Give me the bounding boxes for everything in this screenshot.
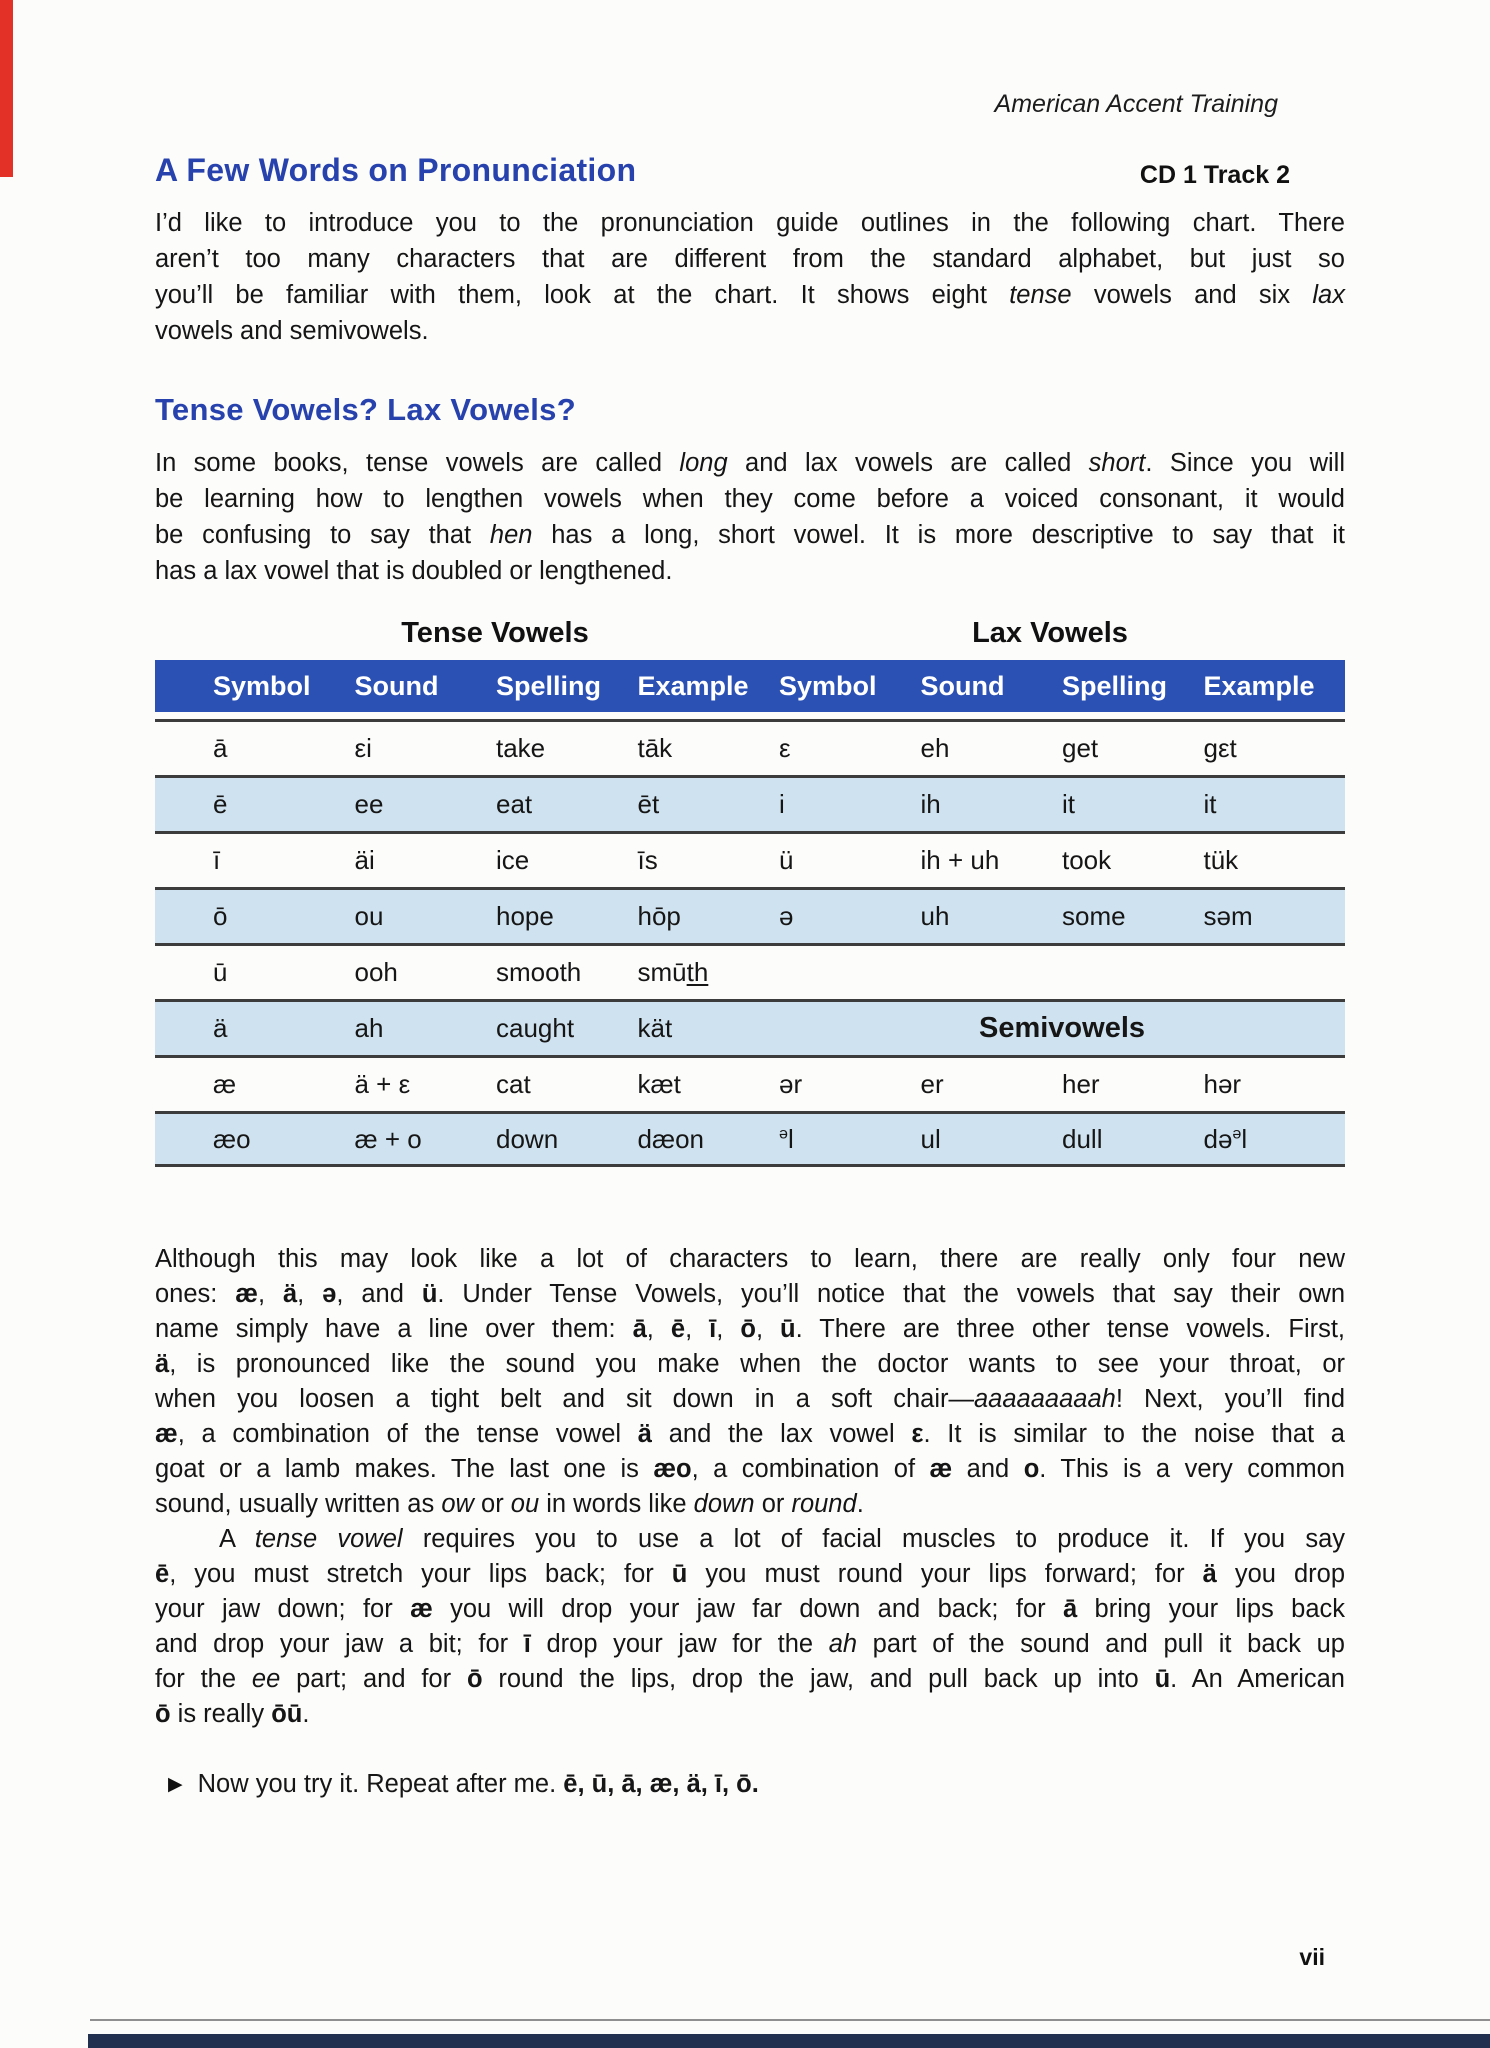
text-segment: has a long, short vowel. It is more descriptive to say that it — [532, 521, 1345, 549]
text-line — [155, 1452, 1345, 1487]
column-header-symbol: Symbol — [213, 670, 311, 701]
text-segment: ōū — [271, 1700, 303, 1728]
text-line — [155, 481, 1345, 517]
text-segment: , a combination of the tense vowel — [177, 1420, 638, 1448]
text-segment: ä — [155, 1350, 170, 1378]
page-edge-red-stripe — [0, 0, 13, 177]
text-segment: ē — [670, 1315, 686, 1343]
text-line — [155, 445, 1345, 481]
table-cell: uh — [920, 901, 950, 931]
table-cell: εi — [354, 733, 372, 763]
table-cell: kæt — [637, 1069, 681, 1099]
text-segment: or — [473, 1490, 511, 1518]
text-segment: æo — [653, 1455, 692, 1483]
footer-rule — [90, 2019, 1490, 2021]
text-segment: , — [685, 1315, 710, 1343]
text-segment: you’ll be familiar with them, look at the chart. It shows eight — [155, 281, 1010, 309]
text-segment: ah — [828, 1630, 858, 1658]
text-segment: bring your lips back — [1077, 1595, 1345, 1623]
text-segment: hen — [489, 521, 533, 549]
text-line — [155, 1522, 1345, 1557]
text-segment: be learning how to lengthen vowels when they come before a voiced consonant, it would — [155, 485, 1345, 513]
text-segment: . Under Tense Vowels, you’ll notice that the vowels that say their own — [437, 1280, 1345, 1308]
table-cell: ü — [779, 845, 794, 875]
table-cell: ä + ε — [354, 1069, 411, 1099]
table-cell: eh — [920, 733, 950, 763]
text-segment: ō — [155, 1700, 171, 1728]
text-line — [155, 1557, 1345, 1592]
vowel-table-header — [155, 660, 1345, 712]
text-segment: and — [952, 1455, 1024, 1483]
table-cell: ih + uh — [920, 845, 1000, 875]
text-segment: Although this may look like a lot of characters to learn, there are really only four new — [155, 1245, 1345, 1273]
text-segment: drop your jaw for the — [530, 1630, 829, 1658]
text-segment: aren’t too many characters that are different from the standard alphabet, but just so — [155, 245, 1345, 273]
text-segment: ō — [740, 1315, 756, 1343]
text-segment: your jaw down; for — [155, 1595, 411, 1623]
table-cell: səm — [1203, 901, 1253, 931]
table-cell: ou — [354, 901, 384, 931]
text-segment: is really — [170, 1700, 272, 1728]
column-header-example-lax: Example — [1203, 670, 1315, 701]
table-cell: dull — [1062, 1123, 1103, 1154]
text-segment: you will drop your jaw far down and back; for — [432, 1595, 1063, 1623]
table-cell: it — [1203, 789, 1217, 819]
table-cell: æ + o — [354, 1123, 422, 1154]
column-header-symbol-lax: Symbol — [779, 670, 877, 701]
text-segment: ā — [1062, 1595, 1078, 1623]
text-segment: aaaaaaaaah — [974, 1385, 1116, 1413]
text-segment: I’d like to introduce you to the pronunciation guide outlines in the following chart. There — [155, 209, 1345, 237]
text-segment: down — [693, 1490, 755, 1518]
text-segment: , — [257, 1280, 283, 1308]
table-cell — [779, 1124, 921, 1155]
table-cell: īs — [637, 845, 658, 875]
text-segment: has a lax vowel that is doubled or lengthened. — [155, 557, 673, 585]
text-segment: . An American — [1170, 1665, 1345, 1693]
text-segment: In some books, tense vowels are called — [155, 449, 680, 477]
text-line — [155, 241, 1345, 277]
text-line — [155, 517, 1345, 553]
text-segment: æ — [155, 1420, 178, 1448]
text-segment: and drop your jaw a bit; for — [155, 1630, 524, 1658]
repeat-prompt — [168, 1770, 759, 1799]
text-segment: . — [302, 1700, 310, 1728]
table-row — [155, 775, 1345, 831]
text-segment: th — [686, 957, 709, 987]
table-row — [155, 1055, 1345, 1111]
table-cell: ər — [779, 1069, 803, 1099]
page-number: vii — [1299, 1944, 1325, 1970]
text-segment: smū — [637, 957, 687, 987]
text-segment: ə — [779, 1123, 788, 1142]
table-cell — [1204, 1124, 1346, 1155]
text-line — [155, 1277, 1345, 1312]
table-cell: smooth — [496, 957, 582, 987]
text-line — [155, 205, 1345, 241]
section-title: A Few Words on Pronunciation — [155, 152, 637, 188]
table-cell: ä — [213, 1013, 228, 1043]
table-cell: ooh — [354, 957, 398, 987]
table-cell: ah — [354, 1013, 384, 1043]
text-line — [155, 1697, 1345, 1732]
running-header: American Accent Training — [994, 90, 1278, 118]
text-segment: , a combination of — [691, 1455, 930, 1483]
text-segment: goat or a lamb makes. The last one is — [155, 1455, 654, 1483]
text-segment: for the — [155, 1665, 252, 1693]
prompt-arrow-icon: ▶ — [168, 1774, 183, 1795]
table-cell: some — [1062, 901, 1126, 931]
table-cell: hōp — [637, 901, 681, 931]
text-line — [155, 313, 1345, 349]
table-cell: i — [779, 789, 785, 819]
text-segment: æ — [410, 1595, 433, 1623]
discussion-paragraphs — [155, 1242, 1345, 1732]
column-header-spelling-lax: Spelling — [1062, 670, 1168, 701]
text-segment: vowels and semivowels. — [155, 317, 429, 345]
table-cell: caught — [496, 1013, 575, 1043]
text-segment: , — [297, 1280, 323, 1308]
table-row — [155, 719, 1345, 775]
tense-vowels-caption: Tense Vowels — [401, 617, 589, 649]
table-cell: hope — [496, 901, 554, 931]
text-segment: ā — [632, 1315, 647, 1343]
text-segment: ū — [780, 1315, 796, 1343]
semivowels-heading: Semivowels — [978, 1012, 1146, 1044]
text-segment: æ — [235, 1280, 258, 1308]
text-segment: . This is a very common — [1039, 1455, 1345, 1483]
table-cell: down — [496, 1123, 559, 1154]
table-cell: gεt — [1203, 733, 1237, 763]
text-segment: round the lips, drop the jaw, and pull back up into — [482, 1665, 1155, 1693]
table-cell: eat — [496, 789, 533, 819]
vowel-table-rows — [155, 712, 1345, 1167]
text-segment: o — [1023, 1455, 1040, 1483]
text-segment: part of the sound and pull it back up — [857, 1630, 1345, 1658]
text-segment: in words like — [539, 1490, 694, 1518]
text-segment: . — [856, 1490, 864, 1518]
text-segment: lax — [1312, 281, 1345, 309]
table-cell: ə — [779, 901, 794, 931]
text-line — [155, 1382, 1345, 1417]
column-header-sound: Sound — [354, 670, 439, 701]
table-cell: her — [1062, 1069, 1100, 1099]
text-segment: you must round your lips forward; for — [687, 1560, 1203, 1588]
text-segment: ee — [251, 1665, 281, 1693]
text-segment: . It is similar to the noise that a — [923, 1420, 1345, 1448]
table-cell: ēt — [637, 789, 660, 819]
table-cell: ē — [213, 789, 228, 819]
text-line — [155, 1312, 1345, 1347]
text-line — [155, 1417, 1345, 1452]
table-row — [155, 999, 1345, 1055]
table-row — [155, 831, 1345, 887]
text-segment: tense — [1009, 281, 1072, 309]
text-segment: ü — [421, 1280, 438, 1308]
table-cell: ī — [213, 845, 221, 875]
text-segment: də — [1203, 1123, 1233, 1154]
table-cell: ε — [779, 733, 791, 763]
text-segment: ä — [637, 1420, 652, 1448]
table-cell: took — [1062, 845, 1112, 875]
table-row — [155, 1111, 1345, 1167]
text-segment: ow — [441, 1490, 474, 1518]
text-segment: be confusing to say that — [155, 521, 490, 549]
text-segment: , is pronounced like the sound you make when the doctor wants to see your throat, or — [169, 1350, 1345, 1378]
text-segment: you drop — [1216, 1560, 1346, 1588]
text-line — [155, 1487, 1345, 1522]
subsection-title: Tense Vowels? Lax Vowels? — [155, 392, 576, 427]
text-segment: and the lax vowel — [651, 1420, 912, 1448]
text-segment: ə — [322, 1280, 337, 1308]
text-segment: ə — [1232, 1123, 1242, 1142]
text-segment: ē — [155, 1560, 170, 1588]
table-cell: æ — [213, 1069, 237, 1099]
text-line — [155, 1627, 1345, 1662]
table-cell — [638, 957, 780, 988]
table-cell: ul — [920, 1123, 941, 1154]
cd-track-label: CD 1 Track 2 — [1139, 161, 1290, 189]
text-segment: round — [791, 1490, 857, 1518]
text-segment: and lax vowels are called — [727, 449, 1089, 477]
text-segment: vowels and six — [1071, 281, 1313, 309]
text-segment: ō — [466, 1665, 483, 1693]
text-segment: requires you to use a lot of facial muscles to produce it. If you say — [402, 1525, 1345, 1553]
table-cell: æo — [213, 1123, 251, 1154]
text-segment: when you loosen a tight belt and sit down in a soft chair— — [155, 1385, 974, 1413]
prompt-text — [198, 1770, 759, 1799]
table-cell: äi — [354, 845, 375, 875]
text-segment: . There are three other tense vowels. First, — [795, 1315, 1346, 1343]
text-line — [155, 1347, 1345, 1382]
text-segment: ī — [709, 1315, 717, 1343]
text-segment: , — [646, 1315, 671, 1343]
column-header-example: Example — [637, 670, 749, 701]
text-segment: ones: — [155, 1280, 236, 1308]
text-segment: ä — [1202, 1560, 1217, 1588]
table-cell: ū — [213, 957, 228, 987]
text-line — [155, 1592, 1345, 1627]
text-segment: ou — [510, 1490, 540, 1518]
text-segment: l — [787, 1123, 794, 1154]
text-line — [155, 553, 1345, 589]
table-cell: take — [496, 733, 546, 763]
text-segment: l — [1241, 1123, 1248, 1154]
table-cell: kät — [637, 1013, 673, 1043]
text-segment: ū — [1154, 1665, 1171, 1693]
text-segment: ε — [911, 1420, 924, 1448]
text-line — [155, 1242, 1345, 1277]
text-segment: . Since you will — [1145, 449, 1345, 477]
text-line — [155, 277, 1345, 313]
text-segment: or — [754, 1490, 792, 1518]
table-cell: tük — [1203, 845, 1239, 875]
bottom-edge-bar — [88, 2034, 1490, 2048]
text-segment: ū — [671, 1560, 688, 1588]
text-segment: part; and for — [280, 1665, 467, 1693]
table-cell: dæon — [637, 1123, 704, 1154]
text-segment: , and — [336, 1280, 422, 1308]
text-segment: ī — [523, 1630, 531, 1658]
table-cell: cat — [496, 1069, 531, 1099]
text-segment: long — [679, 449, 728, 477]
table-cell: ee — [354, 789, 384, 819]
text-segment: name simply have a line over them: — [155, 1315, 633, 1343]
column-header-sound-lax: Sound — [920, 670, 1005, 701]
table-cell: hər — [1203, 1069, 1242, 1099]
table-cell: it — [1062, 789, 1075, 819]
text-segment: Now you try it. Repeat after me. — [197, 1770, 564, 1798]
lax-vowels-caption: Lax Vowels — [972, 617, 1128, 649]
text-segment: A — [219, 1525, 255, 1553]
text-segment: ä — [282, 1280, 298, 1308]
text-segment: , you must stretch your lips back; for — [169, 1560, 672, 1588]
table-cell: tāk — [637, 733, 673, 763]
table-cell: er — [920, 1069, 944, 1099]
intro-paragraph — [155, 205, 1345, 349]
table-row — [155, 887, 1345, 943]
table-cell: ih — [920, 789, 941, 819]
text-segment: , — [716, 1315, 741, 1343]
text-segment: , — [755, 1315, 781, 1343]
text-segment: ! Next, you’ll find — [1115, 1385, 1345, 1413]
table-cell: ō — [213, 901, 228, 931]
tense-lax-paragraph — [155, 445, 1345, 589]
text-segment: sound, usually written as — [155, 1490, 442, 1518]
text-segment: short — [1088, 449, 1146, 477]
table-row — [155, 943, 1345, 999]
text-segment: tense vowel — [254, 1525, 403, 1553]
table-cell: ice — [496, 845, 530, 875]
text-line — [155, 1662, 1345, 1697]
column-header-spelling: Spelling — [496, 670, 602, 701]
table-cell: get — [1062, 733, 1099, 763]
table-cell: ā — [213, 733, 228, 763]
text-segment: ē, ū, ā, æ, ä, ī, ō. — [563, 1770, 759, 1798]
text-segment: æ — [929, 1455, 953, 1483]
